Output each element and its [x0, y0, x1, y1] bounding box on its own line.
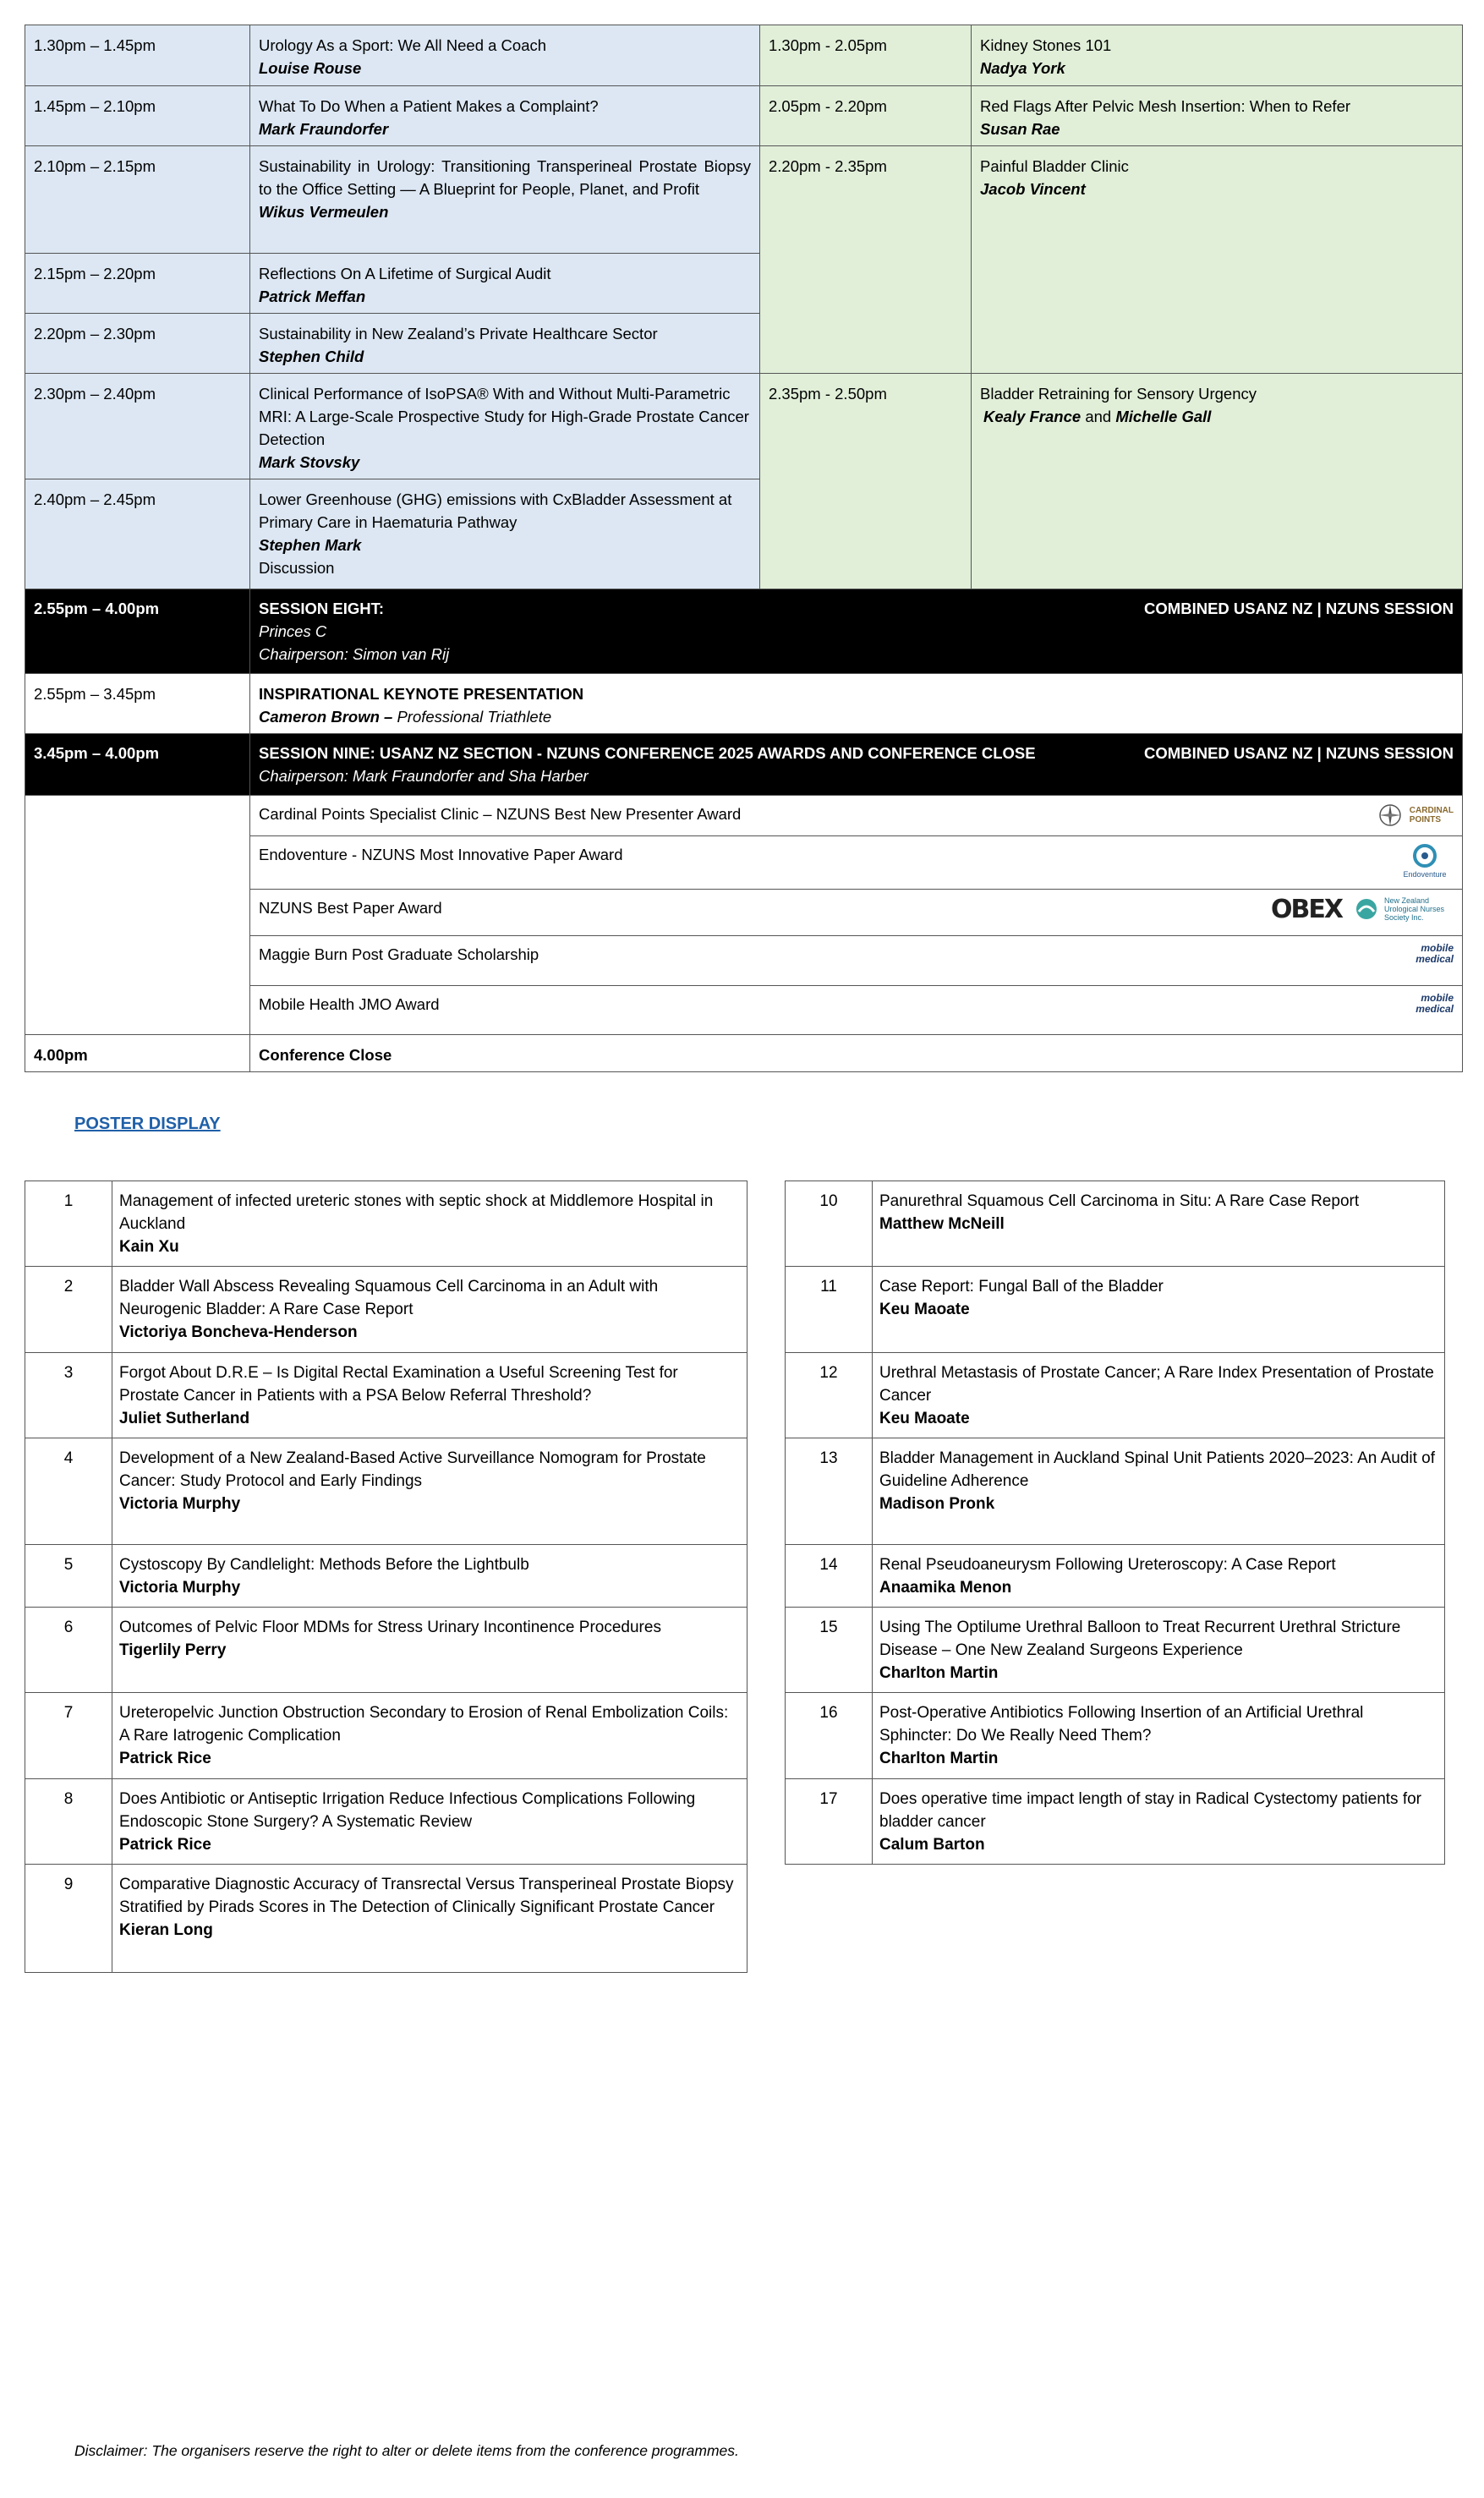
time-cell: 1.45pm – 2.10pm [25, 86, 250, 146]
close-label: Conference Close [250, 1035, 1463, 1072]
session-tag: COMBINED USANZ NZ | NZUNS SESSION [1144, 600, 1454, 617]
award-label: Mobile Health JMO Award [259, 995, 440, 1013]
poster-number: 16 [786, 1693, 873, 1779]
talk-title: Clinical Performance of IsoPSA® With and Without Multi-Parametric MRI: A Large-Scale Prospective Study for High-Grade Prostate Cancer Detection [259, 385, 749, 448]
poster-row [786, 1608, 1445, 1693]
talk-cell [972, 25, 1463, 86]
poster-row [25, 1353, 747, 1438]
poster-number: 17 [786, 1779, 873, 1865]
speaker-joiner: and [1085, 408, 1112, 425]
award-label: NZUNS Best Paper Award [259, 899, 442, 917]
poster-entry [112, 1608, 747, 1693]
mobile-medical-logo [1393, 993, 1454, 1015]
talk-cell [250, 25, 760, 86]
time-cell: 2.05pm - 2.20pm [760, 86, 972, 146]
poster-row [786, 1181, 1445, 1267]
poster-title: Does operative time impact length of stay in Radical Cystectomy patients for bladder cancer [879, 1790, 1422, 1831]
talk-cell [972, 146, 1463, 374]
keynote-role: Professional Triathlete [397, 708, 552, 726]
talk-title: Red Flags After Pelvic Mesh Insertion: When to Refer [980, 97, 1351, 115]
poster-title: Post-Operative Antibiotics Following Insertion of an Artificial Urethral Sphincter: Do We Really Need Them? [879, 1704, 1364, 1745]
poster-number: 7 [25, 1693, 112, 1779]
schedule-row [25, 86, 1463, 146]
nzuns-logo [1354, 896, 1454, 922]
poster-title: Ureteropelvic Junction Obstruction Secondary to Erosion of Renal Embolization Coils: A Rare Iatrogenic Complication [119, 1704, 729, 1745]
schedule-row [25, 146, 1463, 254]
talk-title: Kidney Stones 101 [980, 36, 1112, 54]
award-cell [250, 936, 1463, 986]
session-nine-row [25, 734, 1463, 796]
keynote-speaker-line [259, 705, 1454, 728]
poster-row [25, 1693, 747, 1779]
endoventure-mark-icon [1410, 843, 1439, 868]
poster-author: Madison Pronk [879, 1495, 995, 1513]
poster-title: Using The Optilume Urethral Balloon to Treat Recurrent Urethral Stricture Disease – One New Zealand Surgeons Experience [879, 1619, 1401, 1659]
poster-row [25, 1267, 747, 1353]
poster-number: 8 [25, 1779, 112, 1865]
poster-title: Panurethral Squamous Cell Carcinoma in Situ: A Rare Case Report [879, 1192, 1360, 1210]
poster-title: Bladder Wall Abscess Revealing Squamous Cell Carcinoma in an Adult with Neurogenic Bladder: A Rare Case Report [119, 1278, 659, 1318]
talk-speaker: Stephen Mark [259, 536, 362, 554]
poster-entry [112, 1181, 747, 1267]
schedule-table [25, 25, 1463, 1072]
poster-number: 6 [25, 1608, 112, 1693]
nzuns-mark-icon [1354, 896, 1379, 922]
keynote-cell [250, 674, 1463, 734]
session-eight-row [25, 589, 1463, 674]
poster-number: 15 [786, 1608, 873, 1693]
poster-entry [873, 1438, 1445, 1545]
talk-speaker: Susan Rae [980, 120, 1060, 138]
cardinal-points-logo [1377, 803, 1454, 828]
poster-author: Kieran Long [119, 1921, 213, 1939]
logo-text: Urological Nurses [1384, 905, 1445, 913]
poster-row [25, 1865, 747, 1973]
logo-text: Society Inc. [1384, 913, 1424, 922]
poster-entry [873, 1181, 1445, 1267]
talk-title: Lower Greenhouse (GHG) emissions with CxBladder Assessment at Primary Care in Haematuria Pathway [259, 490, 732, 531]
schedule-row [25, 374, 1463, 479]
poster-entry [112, 1353, 747, 1438]
poster-number: 13 [786, 1438, 873, 1545]
poster-entry [112, 1693, 747, 1779]
session-title: SESSION NINE: USANZ NZ SECTION - NZUNS CONFERENCE 2025 AWARDS AND CONFERENCE CLOSE [259, 744, 1036, 762]
logo-text: CARDINAL [1409, 806, 1454, 815]
poster-author: Keu Maoate [879, 1301, 970, 1318]
poster-title: Outcomes of Pelvic Floor MDMs for Stress Urinary Incontinence Procedures [119, 1619, 661, 1636]
time-cell: 2.20pm - 2.35pm [760, 146, 972, 374]
talk-cell [250, 479, 760, 589]
poster-author: Charlton Martin [879, 1750, 999, 1767]
session-title: SESSION EIGHT: [259, 600, 385, 617]
poster-number: 1 [25, 1181, 112, 1267]
poster-table-left [25, 1181, 747, 1973]
award-label: Endoventure - NZUNS Most Innovative Paper Award [259, 846, 623, 863]
mobile-medical-logo [1393, 943, 1454, 965]
talk-title: Urology As a Sport: We All Need a Coach [259, 36, 547, 54]
schedule-row [25, 25, 1463, 86]
time-cell: 2.10pm – 2.15pm [25, 146, 250, 254]
poster-entry [873, 1779, 1445, 1865]
poster-title: Does Antibiotic or Antiseptic Irrigation Reduce Infectious Complications Following Endoscopic Stone Surgery? A Systematic Review [119, 1790, 696, 1831]
time-cell: 2.30pm – 2.40pm [25, 374, 250, 479]
talk-title: Bladder Retraining for Sensory Urgency [980, 385, 1257, 403]
close-row [25, 1035, 1463, 1072]
poster-number: 14 [786, 1545, 873, 1608]
session-chair: Chairperson: Mark Fraundorfer and Sha Harber [259, 767, 589, 785]
speaker-a: Kealy France [983, 408, 1082, 425]
session-header [250, 589, 1463, 674]
poster-row [786, 1693, 1445, 1779]
award-row [25, 796, 1463, 836]
poster-entry [873, 1267, 1445, 1353]
logo-text: medical [1416, 1003, 1454, 1015]
poster-author: Patrick Rice [119, 1750, 211, 1767]
award-label: Maggie Burn Post Graduate Scholarship [259, 945, 539, 963]
talk-cell [972, 374, 1463, 589]
session-venue: Princes C [259, 622, 327, 640]
poster-title: Bladder Management in Auckland Spinal Unit Patients 2020–2023: An Audit of Guideline Adherence [879, 1449, 1436, 1490]
poster-number: 12 [786, 1353, 873, 1438]
poster-title: Urethral Metastasis of Prostate Cancer; A Rare Index Presentation of Prostate Cancer [879, 1364, 1434, 1405]
poster-entry [112, 1545, 747, 1608]
session-time: 3.45pm – 4.00pm [25, 734, 250, 796]
talk-cell [972, 86, 1463, 146]
poster-row [786, 1353, 1445, 1438]
talk-title: What To Do When a Patient Makes a Complaint? [259, 97, 599, 115]
poster-author: Anaamika Menon [879, 1579, 1012, 1597]
talk-title: Sustainability in Urology: Transitioning Transperineal Prostate Biopsy to the Office Setting — A Blueprint for People, Planet, and Profit [259, 157, 751, 198]
poster-row [25, 1438, 747, 1545]
poster-author: Victoria Murphy [119, 1495, 241, 1513]
talk-speaker: Louise Rouse [259, 59, 362, 77]
poster-entry [112, 1438, 747, 1545]
poster-author: Matthew McNeill [879, 1215, 1005, 1233]
talk-cell [250, 86, 760, 146]
poster-number: 3 [25, 1353, 112, 1438]
keynote-row [25, 674, 1463, 734]
talk-title: Reflections On A Lifetime of Surgical Audit [259, 265, 551, 282]
poster-title: Cystoscopy By Candlelight: Methods Before the Lightbulb [119, 1556, 529, 1574]
poster-row [25, 1181, 747, 1267]
time-cell: 1.30pm - 2.05pm [760, 25, 972, 86]
poster-row [786, 1267, 1445, 1353]
logo-text: POINTS [1409, 815, 1442, 824]
poster-author: Keu Maoate [879, 1410, 970, 1427]
logo-text: medical [1416, 953, 1454, 965]
talk-extra: Discussion [259, 559, 335, 577]
poster-table-right [785, 1181, 1445, 1865]
talk-speakers [980, 405, 1454, 428]
time-cell: 2.35pm - 2.50pm [760, 374, 972, 589]
talk-speaker: Jacob Vincent [980, 180, 1086, 198]
poster-author: Charlton Martin [879, 1664, 999, 1682]
poster-author: Victoria Murphy [119, 1579, 241, 1597]
poster-row [25, 1608, 747, 1693]
session-tag: COMBINED USANZ NZ | NZUNS SESSION [1144, 744, 1454, 762]
time-cell: 2.20pm – 2.30pm [25, 314, 250, 374]
talk-title: Sustainability in New Zealand’s Private Healthcare Sector [259, 325, 658, 342]
poster-entry [112, 1267, 747, 1353]
poster-number: 10 [786, 1181, 873, 1267]
talk-speaker: Patrick Meffan [259, 288, 366, 305]
keynote-speaker: Cameron Brown – [259, 708, 393, 726]
time-cell: 2.55pm – 3.45pm [25, 674, 250, 734]
poster-number: 11 [786, 1267, 873, 1353]
talk-cell [250, 374, 760, 479]
time-cell: 2.40pm – 2.45pm [25, 479, 250, 589]
poster-row [25, 1545, 747, 1608]
poster-number: 2 [25, 1267, 112, 1353]
session-chair: Chairperson: Simon van Rij [259, 645, 450, 663]
award-cell [250, 986, 1463, 1035]
obex-logo: OBEX [1271, 894, 1342, 924]
poster-title: Management of infected ureteric stones with septic shock at Middlemore Hospital in Auckland [119, 1192, 714, 1233]
talk-speaker: Mark Stovsky [259, 453, 360, 471]
talk-title: Painful Bladder Clinic [980, 157, 1129, 175]
poster-author: Calum Barton [879, 1836, 985, 1854]
session-header [250, 734, 1463, 796]
poster-entry [112, 1865, 747, 1973]
talk-speaker: Stephen Child [259, 348, 364, 365]
poster-title: Case Report: Fungal Ball of the Bladder [879, 1278, 1164, 1296]
endoventure-logo [1396, 843, 1454, 879]
talk-cell [250, 314, 760, 374]
poster-row [786, 1438, 1445, 1545]
disclaimer-text: Disclaimer: The organisers reserve the right to alter or delete items from the conference programmes. [74, 2442, 739, 2459]
poster-number: 9 [25, 1865, 112, 1973]
poster-author: Kain Xu [119, 1238, 179, 1256]
logo-text: New Zealand [1384, 896, 1430, 905]
logo-text: mobile [1421, 942, 1454, 954]
award-label: Cardinal Points Specialist Clinic – NZUNS Best New Presenter Award [259, 805, 742, 823]
award-cell [250, 836, 1463, 890]
poster-title: Comparative Diagnostic Accuracy of Transrectal Versus Transperineal Prostate Biopsy Stratified by Pirads Scores in The Detection of Clinically Significant Prostate Cancer [119, 1876, 734, 1916]
poster-number: 4 [25, 1438, 112, 1545]
poster-number: 5 [25, 1545, 112, 1608]
award-cell [250, 890, 1463, 936]
poster-author: Juliet Sutherland [119, 1410, 250, 1427]
award-time-cell [25, 796, 250, 1035]
poster-title: Forgot About D.R.E – Is Digital Rectal Examination a Useful Screening Test for Prostate Cancer in Patients with a PSA Below Referral Threshold? [119, 1364, 678, 1405]
poster-entry [873, 1608, 1445, 1693]
poster-display-link[interactable]: POSTER DISPLAY [74, 1115, 221, 1133]
poster-entry [873, 1353, 1445, 1438]
talk-speaker: Mark Fraundorfer [259, 120, 389, 138]
logo-text: Endoventure [1403, 870, 1447, 879]
poster-author: Victoriya Boncheva-Henderson [119, 1323, 358, 1341]
time-cell: 2.15pm – 2.20pm [25, 254, 250, 314]
poster-author: Tigerlily Perry [119, 1641, 227, 1659]
close-time: 4.00pm [25, 1035, 250, 1072]
talk-speaker: Nadya York [980, 59, 1065, 77]
keynote-title: INSPIRATIONAL KEYNOTE PRESENTATION [259, 685, 584, 703]
talk-cell [250, 146, 760, 254]
poster-row [786, 1545, 1445, 1608]
talk-speaker: Wikus Vermeulen [259, 203, 389, 221]
session-time: 2.55pm – 4.00pm [25, 589, 250, 674]
logo-text: mobile [1421, 992, 1454, 1004]
poster-title: Development of a New Zealand-Based Active Surveillance Nomogram for Prostate Cancer: Study Protocol and Early Findings [119, 1449, 706, 1490]
time-cell: 1.30pm – 1.45pm [25, 25, 250, 86]
poster-entry [873, 1693, 1445, 1779]
award-cell [250, 796, 1463, 836]
poster-entry [112, 1779, 747, 1865]
talk-cell [250, 254, 760, 314]
poster-entry [873, 1545, 1445, 1608]
poster-row [786, 1779, 1445, 1865]
poster-title: Renal Pseudoaneurysm Following Ureteroscopy: A Case Report [879, 1556, 1336, 1574]
poster-author: Patrick Rice [119, 1836, 211, 1854]
speaker-b: Michelle Gall [1115, 408, 1212, 425]
compass-icon [1377, 803, 1403, 828]
poster-row [25, 1779, 747, 1865]
